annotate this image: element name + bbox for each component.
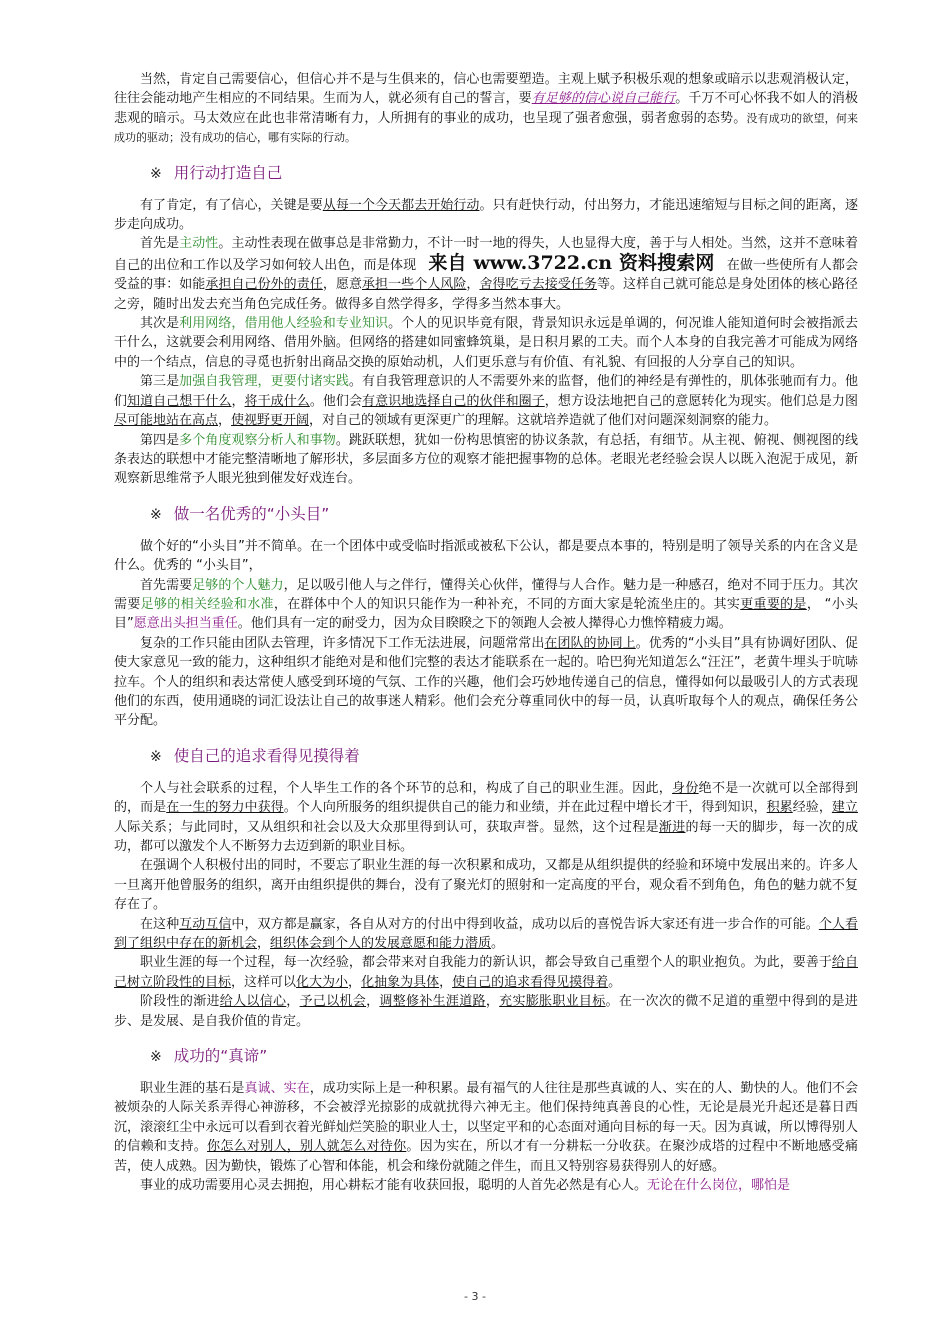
section-heading-leader <box>150 504 858 525</box>
text: 。个人向所服务的组织提供自己的能力和业绩，并在此过程中增长才干，得到知识， <box>283 800 767 816</box>
text: 。只有赶快行动，付出努力，才能迅速缩短与目标之间的距离，逐步走向成功。 <box>114 197 858 233</box>
text: 阶段性的渐进 <box>140 994 220 1010</box>
text: 在强调个人积极付出的同时，不要忘了职业生涯的每一次积累和成功，又都是从组织提供的经验和环境中发展出来的。许多人一旦离开他曾服务的组织，离开由组织提供的舞台，没有了聚光灯的照射和一定高度的平台，观众看不到角色，角色的魅力就不复存在了。 <box>114 858 858 913</box>
text: ，成功实际上是一种积累。最有福气的人往往是那些真诚的人、实在的人、勤快的人。他们不会被烦杂的人际关系弄得心神游移，不会被浮光掠影的成就扰得六神无主。他们保持纯真善良的心性，无论是晨光升起还是暮日西沉，滚滚红尘中永远可以看到衣着光鲜灿烂笑脸的职业人士，以坚定平和的心态面对通向目标的每一天。因为真诚，所以博得别人的信赖和支持。 <box>114 1081 858 1155</box>
underlined-text: 组织体会到个人的发展意愿和能力潜质 <box>270 936 492 952</box>
text: 有了肯定，有了信心，关键是要 <box>140 197 323 213</box>
underlined-text: 调整修补生涯道路 <box>379 994 486 1010</box>
heading-text: 成功的“真谛” <box>173 1047 268 1066</box>
underlined-text: 在一生的努力中获得 <box>166 800 284 816</box>
underlined-text: 化大为小 <box>296 974 349 990</box>
text: 当然，肯定自己需要信心，但信心并不是与生俱来的，信心也需要塑造。主观上赋予积极乐观的想象或暗示以悲观消极认定，往往会能动地产生相应的不同结果。生而为人，就必须有自己的誓言，要 <box>114 72 858 107</box>
text: 。主动性表现在做事总是非常勤力，不计一时一地的得失，人也显得大度，善于与人相处。当然，这并不意味着自己的出位和工作以及学习如何较人出色，而是体现 <box>114 236 858 273</box>
underlined-text: 给人以信心 <box>219 994 287 1010</box>
text: 。千万不可心怀我不如人的消极悲观的暗示。马太效应在此也非常清晰有力，人所拥有的事业的成功，也呈现了强者愈强，弱者愈弱的态势。 <box>114 91 858 126</box>
text: 等。这样自己就可能总是身处团体的核心路径之旁，随时出发去充当角色完成任务。做得多自然学得多，学得多当然本事大。 <box>114 277 858 312</box>
underlined-text: 使视野更开阔 <box>231 413 310 429</box>
underlined-text: 身份 <box>672 780 699 796</box>
underlined-text: 化抽象为具体 <box>361 974 440 990</box>
text: 。优秀的“小头目”具有协调好团队、促使大家意见一致的能力，这种组织才能绝对是和他们完整的表达才能联系在一起的。哈巴狗光知道怎么“汪汪”，老黄牛埋头于吭哧拉车。个人的组织和表达常使人感受到环境的气氛、工作的兴趣，他们会巧妙地传递自己的信息，懂得如何以最吸引人的方式表现他们的东西，使用通晓的词汇设法让自己的故事迷人精彩。他们会充分尊重同伙中的每一员，认真听取每个人的观点，确保任务公平分配。 <box>114 635 858 729</box>
text: 第四是 <box>140 432 180 448</box>
text: ，足以吸引他人与之伴行，懂得关心伙伴，懂得与人合作。魅力是一种感召，绝对不同于压力。其次需要 <box>114 577 858 612</box>
text: ， <box>439 974 453 990</box>
text: 。跳跃联想，犹如一份构思慎密的协议条款，有总括，有细节。从主视、俯视、侧视图的线条表达的联想中才能完整清晰地了解形状，多层面多方位的观察才能把握事物的总体。老眼光老经验会误人以既入泡泥于成见，新观察新思维常予人眼光独到催发好戏连台。 <box>114 432 858 487</box>
underlined-text: 渐进 <box>658 819 686 835</box>
text: 首先是 <box>140 236 180 252</box>
text: 职业生涯的基石是 <box>140 1081 245 1097</box>
underlined-text: 有意识地选择自己的伙伴和圈子 <box>362 393 545 409</box>
page-number: - 3 - <box>464 1290 486 1303</box>
text: 做个好的“小头目”并不简单。在一个团体中或受临时指派或被私下公认，都是要点本事的，特别是明了领导关系的内在含义是什么。优秀的 “小头目”， <box>114 538 858 574</box>
text: ，想方设法地把自己的意愿转化为现实。他们总是力图 <box>544 393 858 409</box>
text: 中，双方都是赢家，各自从对方的付出中得到收益，成功以后的喜悦告诉大家还有进一步合作的可能。 <box>231 916 819 932</box>
paragraph <box>114 1079 858 1176</box>
underlined-text: 承担自己份外的责任 <box>205 277 323 293</box>
reference-mark-icon: ※ <box>150 1049 162 1066</box>
highlight-text: 愿意出头担当重任 <box>133 616 238 632</box>
text: ， <box>257 936 271 952</box>
paragraph <box>114 953 858 992</box>
paragraph <box>114 856 858 914</box>
heading-text: 使自己的追求看得见摸得着 <box>173 746 360 765</box>
text: 。在一次次的微不足道的重塑中得到的是进步、是发展、是自我价值的肯定。 <box>114 994 858 1029</box>
reference-mark-icon: ※ <box>150 506 162 523</box>
paragraph <box>114 537 858 576</box>
reference-mark-icon: ※ <box>150 748 162 765</box>
underlined-text: 充实膨胀职业目标 <box>499 994 606 1010</box>
underlined-text: 舍得吃亏去接受任务 <box>479 277 597 293</box>
text: 个人与社会联系的过程，个人毕生工作的各个环节的总和，构成了自己的职业生涯。因此， <box>140 780 673 796</box>
text: 复杂的工作只能由团队去管理，许多情况下工作无法进展，问题常常出 <box>140 635 545 651</box>
underlined-text: 互动互信 <box>179 916 232 932</box>
underlined-text: 你怎么对别人，别人就怎么对待你 <box>207 1139 407 1155</box>
highlight-text: 多个角度观察分析人和事物 <box>179 432 336 448</box>
underlined-text: 给自己树立阶段性的目标 <box>114 955 858 990</box>
underlined-text: 在团队的协同上 <box>544 635 636 651</box>
paragraph <box>114 314 858 372</box>
text: 职业生涯的每一个过程，每一次经验，都会带来对自我能力的新认识，都会导致自己重塑个人的职业抱负。为此，要善于 <box>140 955 832 971</box>
text: 第三是 <box>140 374 180 390</box>
text: 其次是 <box>140 316 180 332</box>
underlined-text: 尽可能地站在高点 <box>114 413 219 429</box>
underlined-text: 个人看到了组织中存在的新机会 <box>114 916 858 952</box>
small-text: 没有成功的欲望，何来成功的驱动；没有成功的信心，哪有实际的行动。 <box>114 111 858 145</box>
heading-text: 做一名优秀的“小头目” <box>173 504 330 523</box>
underlined-text: 更重要的是 <box>740 596 807 612</box>
text: ， <box>231 393 245 409</box>
highlight-text: 足够的相关经验和水准 <box>140 596 274 612</box>
paragraph <box>114 234 858 314</box>
text: 。他们会 <box>309 393 363 409</box>
text: ， <box>218 413 232 429</box>
text: 在这种 <box>140 916 180 932</box>
text: 。有自我管理意识的人不需要外来的监督，他们的神经是有弹性的，肌体张驰而有力。他们 <box>114 374 858 409</box>
text: ， “小头目” <box>114 596 858 632</box>
section-heading-action <box>150 163 858 184</box>
text: 首先需要 <box>140 577 193 593</box>
text: 。个人的见识毕竟有限，背景知识永远是单调的，何况谁人能知道何时会被指派去干什么，这就要会利用网络、借用外脑。但网络的搭建如同蜜蜂筑巢，是日积月累的工夫。而个人本身的自我完善才可能成为网络中的一个结点，信息的寻觅也折射出商品交换的原始动机，人们更乐意与有价值、有礼貌、有回报的人分享自己的知识。 <box>114 316 858 370</box>
text: ， <box>485 994 500 1010</box>
paragraph <box>114 992 858 1031</box>
underlined-text: 予己以机会 <box>299 994 367 1010</box>
paragraph <box>114 196 858 235</box>
text: ，在群体中个人的知识只能作为一种补充，不同的方面大家是轮流坐庄的。其实 <box>273 596 741 612</box>
text: ， <box>348 974 362 990</box>
paragraph <box>114 915 858 954</box>
paragraph <box>114 779 858 857</box>
text: ，这样可以 <box>231 974 297 990</box>
section-heading-truth <box>150 1046 858 1067</box>
text: ， <box>366 994 380 1010</box>
intro-paragraph <box>114 70 858 148</box>
text: 。 <box>608 974 622 990</box>
paragraph <box>114 1176 858 1195</box>
highlight-text: 利用网络，借用他人经验和专业知识 <box>179 316 389 332</box>
text: 人际关系；与此同时，又从组织和社会以及大众那里得到认可，获取声誉。显然，这个过程是 <box>114 819 659 835</box>
text: ，愿意 <box>322 277 362 293</box>
highlight-text: 主动性 <box>179 236 219 252</box>
heading-text: 用行动打造自己 <box>173 163 283 182</box>
highlight-text: 加强自我管理，更要付诸实践 <box>179 374 349 390</box>
highlight-text: 真诚、实在 <box>244 1081 310 1097</box>
underlined-text: 使自己的追求看得见摸得着 <box>452 974 609 990</box>
underlined-text: 积累 <box>766 800 793 816</box>
text: ， <box>286 994 300 1010</box>
text: 。因为实在，所以才有一分耕耘一分收获。在聚沙成塔的过程中不断地感受痛苦，使人成熟。因为勤快，锻炼了心智和体能，机会和缘份就随之伴生，而且又特别容易获得别人的好感。 <box>114 1139 858 1174</box>
highlight-text: 足够的个人魅力 <box>192 577 284 593</box>
underlined-text: 承担一些个人风险 <box>362 277 467 293</box>
text: 事业的成功需要用心灵去拥抱，用心耕耘才能有收获回报，聪明的人首先必然是有心人。 <box>140 1178 648 1194</box>
reference-mark-icon: ※ <box>150 165 162 182</box>
highlight-text: 无论在什么岗位，哪怕是 <box>647 1178 791 1194</box>
text: 的每一天的脚步，每一次的成功，都可以激发个人不断努力去迈到新的职业目标。 <box>114 819 858 854</box>
text: 在做一些使所有人都会受益的事：如能 <box>114 257 858 293</box>
text: 绝不是一次就可以全部得到的，而是 <box>114 780 858 816</box>
text: ，对自己的领域有更深更广的理解。这就培养造就了他们对问题深刻洞察的能力。 <box>309 413 778 429</box>
underlined-text: 建立 <box>831 800 858 816</box>
text: 。他们具有一定的耐受力，因为众目睽睽之下的领跑人会被人撵得心力憔悴精疲力竭。 <box>237 616 732 632</box>
text: ， <box>466 277 480 293</box>
paragraph <box>114 431 858 489</box>
paragraph <box>114 372 858 430</box>
paragraph <box>114 634 858 731</box>
underlined-text: 从每一个今天都去开始行动 <box>322 197 480 213</box>
paragraph <box>114 576 858 634</box>
watermark: 来自 www.3722.cn 资料搜索网 <box>428 251 715 274</box>
underlined-text: 将干成什么 <box>244 393 310 409</box>
text: 经验， <box>792 800 832 816</box>
handwritten-phrase: 有足够的信心说自己能行 <box>531 91 676 107</box>
document-page <box>114 70 858 1196</box>
underlined-text: 知道自己想干什么 <box>127 393 232 409</box>
text: 。 <box>491 936 505 952</box>
section-heading-pursuit <box>150 746 858 767</box>
